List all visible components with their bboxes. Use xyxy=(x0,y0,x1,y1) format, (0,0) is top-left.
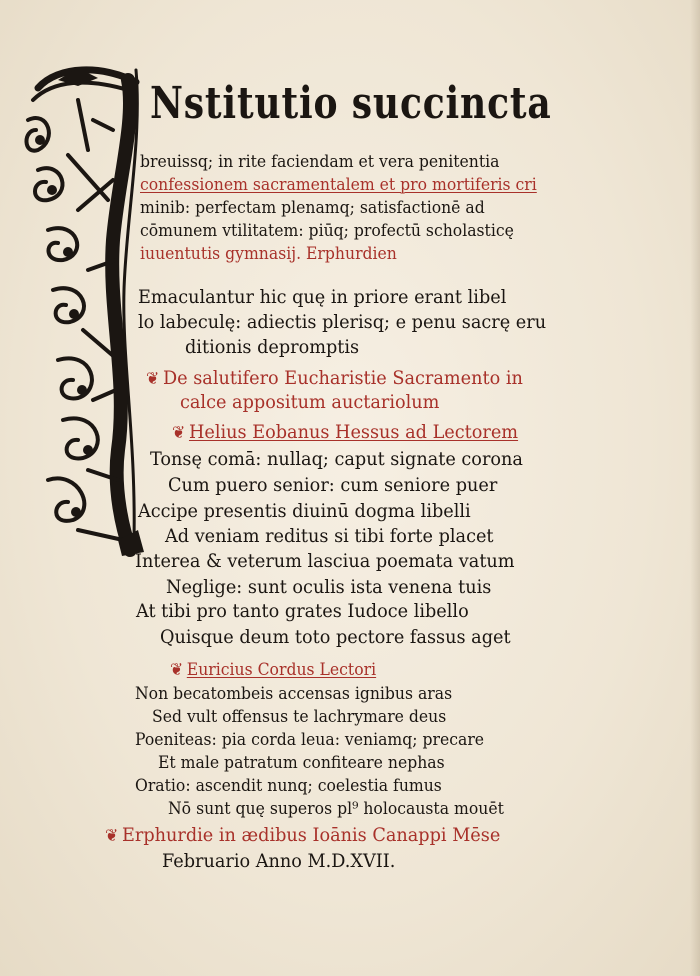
poem2-line-3: Poeniteas: pia corda leua: veniamq; precare xyxy=(135,730,485,750)
poem2-line-1: Non becatombeis accensas ignibus aras xyxy=(135,684,453,704)
hedera-leaf-icon: ❦ xyxy=(172,423,186,443)
poem1-line-4: Ad veniam reditus si tibi forte placet xyxy=(165,525,494,547)
poem1-line-3: Accipe presentis diuinū dogma libelli xyxy=(138,500,471,522)
poem1-line-2: Cum puero senior: cum seniore puer xyxy=(168,474,498,496)
intro-line-3: minib: perfectam plenamq; satisfactionē ad xyxy=(140,198,485,218)
poem1-heading: ❦ Helius Eobanus Hessus ad Lectorem xyxy=(172,421,519,443)
colophon-line-1: ❦ Erphurdie in ædibus Ioānis Canappi Mēse xyxy=(105,824,501,846)
poem1-line-1: Tonsę comā: nullaq; caput signate corona xyxy=(150,448,523,470)
poem2-heading: ❦ Euricius Cordus Lectori xyxy=(170,660,377,680)
appendix-line-1: ❦ De salutifero Eucharistie Sacramento in xyxy=(146,367,523,389)
colophon-line-2: Februario Anno M.D.XVII. xyxy=(162,850,396,872)
intro-line-2: confessionem sacramentalem et pro mortiferis cri xyxy=(140,175,537,195)
poem1-line-6: Neglige: sunt oculis ista venena tuis xyxy=(166,576,492,598)
intro-line-1: breuissq; in rite faciendam et vera penitentia xyxy=(140,152,500,172)
preface-line-3: ditionis depromptis xyxy=(185,336,360,358)
hedera-leaf-icon: ❦ xyxy=(170,660,184,680)
decorated-initial-letter xyxy=(18,60,148,560)
poem2-line-4: Et male patratum confiteare nephas xyxy=(158,753,445,773)
poem2-line-6: Nō sunt quę superos pl⁹ holocausta mouēt xyxy=(168,799,504,819)
appendix-line-2: calce appositum auctariolum xyxy=(180,391,440,413)
poem1-line-7: At tibi pro tanto grates Iudoce libello xyxy=(136,600,469,622)
hedera-leaf-icon: ❦ xyxy=(105,826,119,846)
hedera-leaf-icon: ❦ xyxy=(146,369,160,389)
intro-line-5: iuuentutis gymnasij. Erphurdien xyxy=(140,244,397,264)
poem1-line-5: Interea & veterum lasciua poemata vatum xyxy=(135,550,515,572)
preface-line-1: Emaculantur hic quę in priore erant libel xyxy=(138,286,507,308)
poem2-line-2: Sed vult offensus te lachrymare deus xyxy=(152,707,447,727)
poem2-line-5: Oratio: ascendit nunq; coelestia fumus xyxy=(135,776,442,796)
intro-line-4: cōmunem vtilitatem: piūq; profectū scholasticę xyxy=(140,221,514,241)
preface-line-2: lo labeculę: adiectis plerisq; e penu sacrę eru xyxy=(138,311,547,333)
page-edge-shadow xyxy=(690,0,700,976)
poem1-line-8: Quisque deum toto pectore fassus aget xyxy=(160,626,511,648)
title: Nstitutio succincta xyxy=(150,78,552,129)
